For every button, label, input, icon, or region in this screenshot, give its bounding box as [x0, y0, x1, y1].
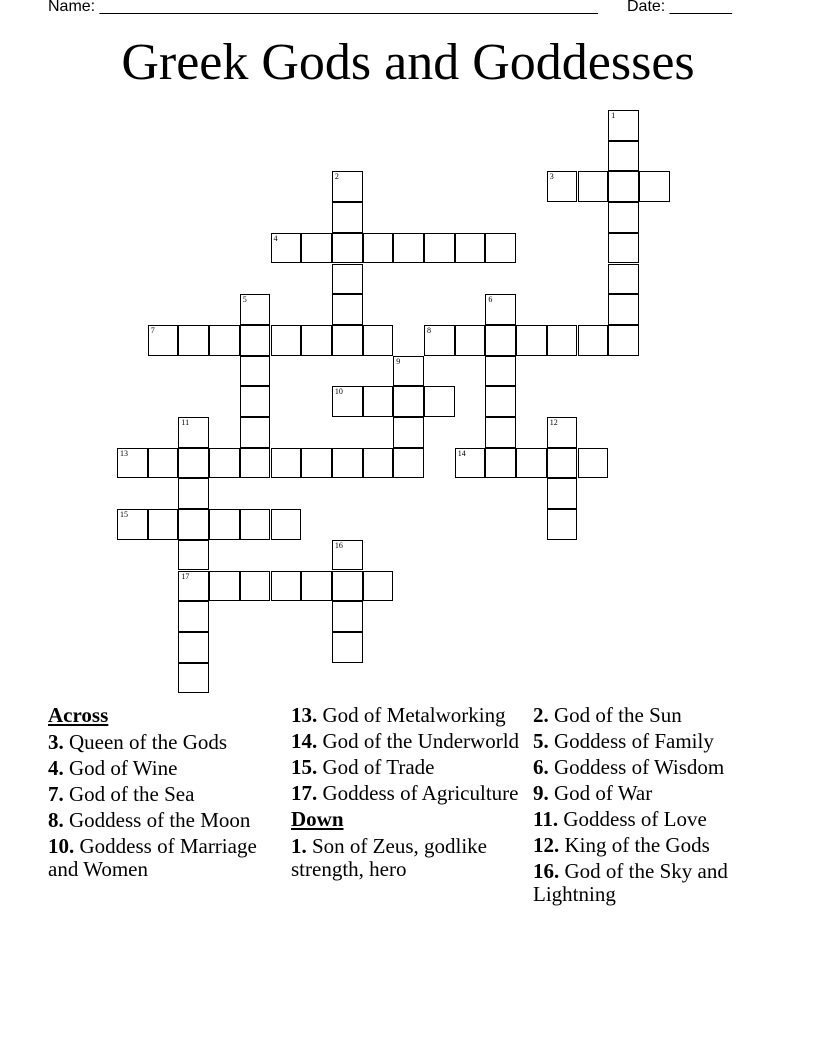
grid-cell[interactable]: [608, 202, 639, 233]
cell-number: 7: [150, 325, 155, 335]
grid-cell[interactable]: [485, 233, 516, 264]
grid-cell[interactable]: [424, 233, 455, 264]
grid-cell[interactable]: [332, 448, 363, 479]
grid-cell[interactable]: [240, 325, 271, 356]
grid-cell[interactable]: [455, 233, 486, 264]
cell-number: 2: [334, 172, 339, 182]
grid-cell[interactable]: [332, 294, 363, 325]
grid-cell[interactable]: [608, 171, 639, 202]
grid-cell[interactable]: [455, 448, 486, 479]
clue-number: 11.: [533, 807, 559, 831]
across-heading: Across: [48, 703, 109, 727]
grid-cell[interactable]: [608, 141, 639, 172]
grid-cell[interactable]: [424, 386, 455, 417]
grid-cell[interactable]: [178, 417, 209, 448]
puzzle-title: Greek Gods and Goddesses: [121, 34, 695, 91]
clue-text: Son of Zeus, godlike strength, hero: [291, 834, 487, 881]
clue-text: Goddess of Agriculture: [317, 781, 519, 805]
clue-number: 7.: [48, 782, 64, 806]
grid-cell[interactable]: [332, 571, 363, 602]
clue-column-1: [48, 704, 273, 884]
clue-text: Goddess of Family: [548, 729, 714, 753]
clue-number: 12.: [533, 833, 560, 857]
clue-across-17: [291, 782, 521, 805]
grid-cell[interactable]: [608, 294, 639, 325]
clue-number: 1.: [291, 834, 307, 858]
grid-cell[interactable]: [393, 356, 424, 387]
grid-cell[interactable]: [301, 233, 332, 264]
grid-cell[interactable]: [332, 540, 363, 571]
grid-cell[interactable]: [178, 325, 209, 356]
clue-text: Queen of the Gods: [63, 730, 228, 754]
grid-cell[interactable]: [209, 509, 240, 540]
grid-cell[interactable]: [547, 171, 578, 202]
clue-text: Goddess of the Moon: [63, 808, 251, 832]
grid-cell[interactable]: [148, 448, 179, 479]
grid-cell[interactable]: [332, 632, 363, 663]
grid-cell[interactable]: [117, 448, 148, 479]
cell-number: 5: [242, 295, 247, 305]
clue-number: 6.: [533, 755, 549, 779]
clue-text: Goddess of Marriage and Women: [48, 834, 257, 881]
cell-number: 15: [120, 510, 128, 520]
clue-down-5: [533, 730, 773, 753]
grid-cell[interactable]: [240, 386, 271, 417]
grid-cell[interactable]: [240, 509, 271, 540]
clue-across-8: [48, 809, 273, 832]
grid-cell[interactable]: [301, 325, 332, 356]
clue-text: God of Trade: [317, 755, 435, 779]
clue-text: God of the Underworld: [317, 729, 520, 753]
grid-cell[interactable]: [516, 325, 547, 356]
clue-text: Goddess of Love: [558, 807, 707, 831]
clue-number: 10.: [48, 834, 75, 858]
grid-cell[interactable]: [485, 325, 516, 356]
cell-number: 1: [611, 111, 616, 120]
clue-down-11: [533, 808, 773, 831]
grid-cell[interactable]: [148, 509, 179, 540]
clue-text: Goddess of Wisdom: [548, 755, 725, 779]
clue-number: 13.: [291, 703, 318, 727]
grid-cell[interactable]: [178, 663, 209, 694]
clue-across-14: [291, 730, 521, 753]
grid-cell[interactable]: [271, 448, 302, 479]
clue-down-9: [533, 782, 773, 805]
clue-column-3: [533, 704, 773, 954]
clue-text: God of the Sea: [63, 782, 195, 806]
grid-cell[interactable]: [363, 233, 394, 264]
grid-cell[interactable]: [393, 233, 424, 264]
grid-cell[interactable]: [363, 571, 394, 602]
grid-cell[interactable]: [608, 233, 639, 264]
grid-cell[interactable]: [578, 171, 609, 202]
grid-cell[interactable]: [178, 540, 209, 571]
grid-cell[interactable]: [332, 202, 363, 233]
grid-cell[interactable]: [332, 264, 363, 295]
clue-text: God of War: [548, 781, 653, 805]
clue-text: God of Wine: [63, 756, 178, 780]
grid-cell[interactable]: [148, 325, 179, 356]
clue-across-15: [291, 756, 521, 779]
clue-across-7: [48, 783, 273, 806]
cell-number: 4: [273, 233, 278, 243]
grid-cell[interactable]: [363, 325, 394, 356]
grid-cell[interactable]: [209, 448, 240, 479]
clue-number: 4.: [48, 756, 64, 780]
grid-cell[interactable]: [240, 571, 271, 602]
cell-number: 6: [488, 295, 493, 305]
grid-cell[interactable]: [301, 571, 332, 602]
clue-number: 9.: [533, 781, 549, 805]
clue-text: God of Metalworking: [317, 703, 506, 727]
grid-cell[interactable]: [271, 233, 302, 264]
cell-number: 12: [549, 418, 558, 427]
cell-number: 13: [120, 448, 128, 458]
grid-cell[interactable]: [485, 417, 516, 448]
grid-cell[interactable]: [393, 448, 424, 479]
cell-number: 16: [334, 540, 343, 550]
clue-number: 16.: [533, 859, 560, 883]
grid-cell[interactable]: [240, 448, 271, 479]
cell-number: 11: [181, 418, 190, 427]
grid-cell[interactable]: [578, 448, 609, 479]
grid-cell[interactable]: [178, 509, 209, 540]
cell-number: 17: [181, 571, 190, 581]
down-heading: Down: [291, 807, 344, 831]
grid-cell[interactable]: [485, 386, 516, 417]
name-line: Name: ________________________________________________________: [48, 0, 598, 15]
grid-cell[interactable]: [547, 448, 578, 479]
grid-cell[interactable]: [301, 448, 332, 479]
cell-number: 10: [334, 387, 343, 397]
clue-number: 14.: [291, 729, 318, 753]
grid-cell[interactable]: [332, 386, 363, 417]
grid-cell[interactable]: [240, 356, 271, 387]
cell-number: 8: [427, 325, 431, 335]
clue-column-2: [291, 704, 521, 884]
clue-number: 2.: [533, 704, 549, 727]
grid-cell[interactable]: [393, 386, 424, 417]
clue-number: 17.: [291, 781, 318, 805]
grid-cell[interactable]: [209, 571, 240, 602]
clue-down-16: [533, 860, 773, 906]
clue-down-2: [533, 704, 773, 727]
grid-cell[interactable]: [178, 478, 209, 509]
clue-text: King of the Gods: [559, 833, 710, 857]
grid-cell[interactable]: [608, 325, 639, 356]
grid-cell[interactable]: [547, 325, 578, 356]
clue-number: 8.: [48, 808, 64, 832]
clue-across-3: [48, 731, 273, 754]
grid-cell[interactable]: [547, 417, 578, 448]
grid-cell[interactable]: [393, 417, 424, 448]
grid-cell[interactable]: [271, 571, 302, 602]
grid-cell[interactable]: [178, 601, 209, 632]
grid-cell[interactable]: [209, 325, 240, 356]
cell-number: 9: [396, 356, 401, 366]
cell-number: 3: [549, 172, 554, 182]
date-line: Date: _______: [627, 0, 732, 15]
grid-cell[interactable]: [240, 417, 271, 448]
grid-cell[interactable]: [485, 448, 516, 479]
clue-number: 5.: [533, 729, 549, 753]
grid-cell[interactable]: [240, 294, 271, 325]
clue-number: 15.: [291, 755, 318, 779]
grid-cell[interactable]: [363, 448, 394, 479]
grid-cell[interactable]: [547, 478, 578, 509]
clue-across-10: [48, 835, 273, 881]
grid-cell[interactable]: [332, 233, 363, 264]
clue-down-12: [533, 834, 773, 857]
grid-cell[interactable]: [485, 356, 516, 387]
grid-cell[interactable]: [332, 601, 363, 632]
grid-cell[interactable]: [178, 632, 209, 663]
clue-number: 3.: [48, 730, 64, 754]
clue-down-1: [291, 835, 521, 881]
grid-cell[interactable]: [608, 110, 639, 141]
grid-cell[interactable]: [363, 386, 394, 417]
grid-cell[interactable]: [578, 325, 609, 356]
grid-cell[interactable]: [424, 325, 455, 356]
grid-cell[interactable]: [271, 509, 302, 540]
grid-cell[interactable]: [178, 448, 209, 479]
cell-number: 14: [457, 448, 466, 458]
clue-text: God of the Sky and Lightning: [533, 859, 728, 906]
grid-cell[interactable]: [332, 325, 363, 356]
clue-text: God of the Sun: [548, 704, 682, 727]
grid-cell[interactable]: [608, 264, 639, 295]
grid-cell[interactable]: [117, 509, 148, 540]
grid-cell[interactable]: [639, 171, 670, 202]
grid-cell[interactable]: [178, 571, 209, 602]
grid-cell[interactable]: [455, 325, 486, 356]
clue-across-13: [291, 704, 521, 727]
clue-across-4: [48, 757, 273, 780]
clue-down-6: [533, 756, 773, 779]
grid-cell[interactable]: [547, 509, 578, 540]
grid-cell[interactable]: [271, 325, 302, 356]
grid-cell[interactable]: [332, 171, 363, 202]
grid-cell[interactable]: [485, 294, 516, 325]
grid-cell[interactable]: [516, 448, 547, 479]
